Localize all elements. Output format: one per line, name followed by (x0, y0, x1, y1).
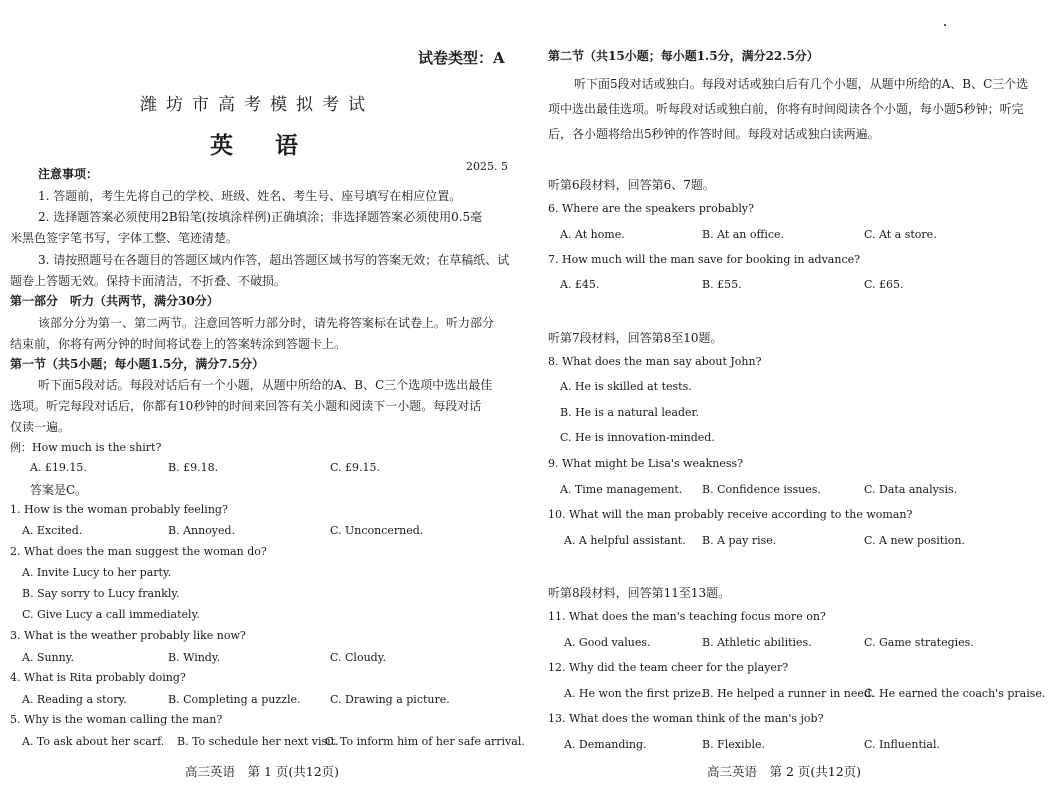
question-option: B. Flexible. (702, 738, 766, 751)
page-footer: 高三英语 第 1 页(共12页) (185, 764, 340, 779)
scan-speck (944, 24, 946, 26)
question-option: B. Confidence issues. (702, 483, 821, 496)
question-option: C. To inform him of her safe arrival. (325, 735, 525, 748)
question-option: A. Invite Lucy to her party. (22, 566, 172, 579)
question-option: C. £65. (864, 278, 904, 291)
question-stem: 1. How is the woman probably feeling? (10, 503, 228, 516)
question-option: C. At a store. (864, 228, 937, 241)
example-option-b: B. £9.18. (168, 461, 219, 474)
note-line: 2. 选择题答案必须使用2B铅笔(按填涂样例)正确填涂；非选择题答案必须使用0.5毫 (38, 210, 483, 224)
question-option: A. Good values. (564, 636, 651, 649)
note-line: 米黑色签字笔书写，字体工整、笔迹清楚。 (10, 231, 239, 245)
question-stem: 4. What is Rita probably doing? (10, 671, 186, 684)
question-option: A. Excited. (22, 524, 83, 537)
group-heading: 听第6段材料，回答第6、7题。 (548, 178, 715, 192)
question-option: C. Drawing a picture. (330, 693, 450, 706)
exam-name: 潍坊市高考模拟考试 (140, 95, 374, 115)
group-heading: 听第8段材料，回答第11至13题。 (548, 586, 731, 600)
question-option: A. Reading a story. (22, 693, 127, 706)
question-option: C. Unconcerned. (330, 524, 424, 537)
part1-heading: 第一部分 听力（共两节，满分30分） (10, 294, 219, 308)
section1-intro-line: 选项。听完每段对话后，你都有10秒钟的时间来回答有关小题和阅读下一小题。每段对话 (10, 399, 482, 413)
page-2 (522, 0, 1062, 800)
question-stem: 9. What might be Lisa's weakness? (548, 457, 744, 470)
question-option: A. He is skilled at tests. (560, 380, 692, 393)
section1-heading: 第一节（共5小题；每小题1.5分，满分7.5分） (10, 357, 265, 371)
example-answer: 答案是C。 (30, 483, 88, 497)
notes-heading: 注意事项： (38, 167, 99, 181)
note-line: 题卷上答题无效。保持卡面清洁，不折叠、不破损。 (10, 274, 287, 288)
group-heading: 听第7段材料，回答第8至10题。 (548, 331, 723, 345)
section1-intro-line: 仅读一遍。 (10, 420, 71, 434)
question-option: A. Time management. (560, 483, 683, 496)
section2-intro-line: 项中选出最佳选项。听每段对话或独白前，你将有时间阅读各个小题，每小题5秒钟；听完 (548, 102, 1024, 116)
question-stem: 5. Why is the woman calling the man? (10, 713, 223, 726)
part1-intro-line: 该部分分为第一、第二两节。注意回答听力部分时，请先将答案标在试卷上。听力部分 (38, 316, 495, 330)
question-option: C. Game strategies. (864, 636, 974, 649)
question-stem: 13. What does the woman think of the man's job? (548, 712, 824, 725)
question-option: A. A helpful assistant. (564, 534, 686, 547)
question-option: C. Data analysis. (864, 483, 958, 496)
question-option: B. Say sorry to Lucy frankly. (22, 587, 180, 600)
question-option: A. Demanding. (564, 738, 647, 751)
question-option: A. He won the first prize. (564, 687, 705, 700)
paper-type: 试卷类型：A (418, 49, 505, 67)
question-option: B. £55. (702, 278, 742, 291)
question-stem: 8. What does the man say about John? (548, 355, 762, 368)
exam-date: 2025. 5 (466, 160, 508, 173)
question-option: C. He is innovation-minded. (560, 431, 715, 444)
question-option: B. Annoyed. (168, 524, 236, 537)
question-option: C. Give Lucy a call immediately. (22, 608, 200, 621)
part1-intro-line: 结束前，你将有两分钟的时间将试卷上的答案转涂到答题卡上。 (10, 337, 347, 351)
example-option-c: C. £9.15. (330, 461, 381, 474)
question-option: C. He earned the coach's praise. (864, 687, 1046, 700)
section2-intro-line: 听下面5段对话或独白。每段对话或独白后有几个小题，从题中所给的A、B、C三个选 (574, 77, 1029, 91)
question-option: A. At home. (560, 228, 625, 241)
question-stem: 12. Why did the team cheer for the player? (548, 661, 789, 674)
question-option: B. He helped a runner in need. (702, 687, 875, 700)
example-option-a: A. £19.15. (30, 461, 87, 474)
question-option: B. To schedule her next visit. (177, 735, 339, 748)
question-option: B. Completing a puzzle. (168, 693, 301, 706)
page-1 (0, 0, 525, 800)
question-option: A. To ask about her scarf. (22, 735, 165, 748)
question-option: B. He is a natural leader. (560, 406, 700, 419)
section2-heading: 第二节（共15小题；每小题1.5分，满分22.5分） (548, 49, 819, 63)
question-stem: 2. What does the man suggest the woman do? (10, 545, 267, 558)
question-option: B. Athletic abilities. (702, 636, 812, 649)
question-stem: 3. What is the weather probably like now? (10, 629, 246, 642)
question-option: A. Sunny. (22, 651, 74, 664)
note-line: 1. 答题前，考生先将自己的学校、班级、姓名、考生号、座号填写在相应位置。 (38, 189, 462, 203)
question-option: B. A pay rise. (702, 534, 777, 547)
question-option: A. £45. (560, 278, 600, 291)
question-stem: 7. How much will the man save for booking in advance? (548, 253, 861, 266)
question-stem: 10. What will the man probably receive according to the woman? (548, 508, 913, 521)
question-option: B. Windy. (168, 651, 221, 664)
question-option: C. A new position. (864, 534, 965, 547)
question-option: B. At an office. (702, 228, 785, 241)
section2-intro-line: 后，各小题将给出5秒钟的作答时间。每段对话或独白读两遍。 (548, 127, 880, 141)
question-option: C. Influential. (864, 738, 940, 751)
page-footer: 高三英语 第 2 页(共12页) (707, 764, 862, 779)
question-stem: 6. Where are the speakers probably? (548, 202, 755, 215)
question-stem: 11. What does the man's teaching focus more on? (548, 610, 826, 623)
question-option: C. Cloudy. (330, 651, 386, 664)
note-line: 3. 请按照题号在各题目的答题区域内作答，超出答题区域书写的答案无效；在草稿纸、试 (38, 253, 510, 267)
subject-title: 英语 (210, 132, 340, 159)
section1-intro-line: 听下面5段对话。每段对话后有一个小题，从题中所给的A、B、C三个选项中选出最佳 (38, 378, 493, 392)
example-question: 例：How much is the shirt? (10, 441, 162, 454)
